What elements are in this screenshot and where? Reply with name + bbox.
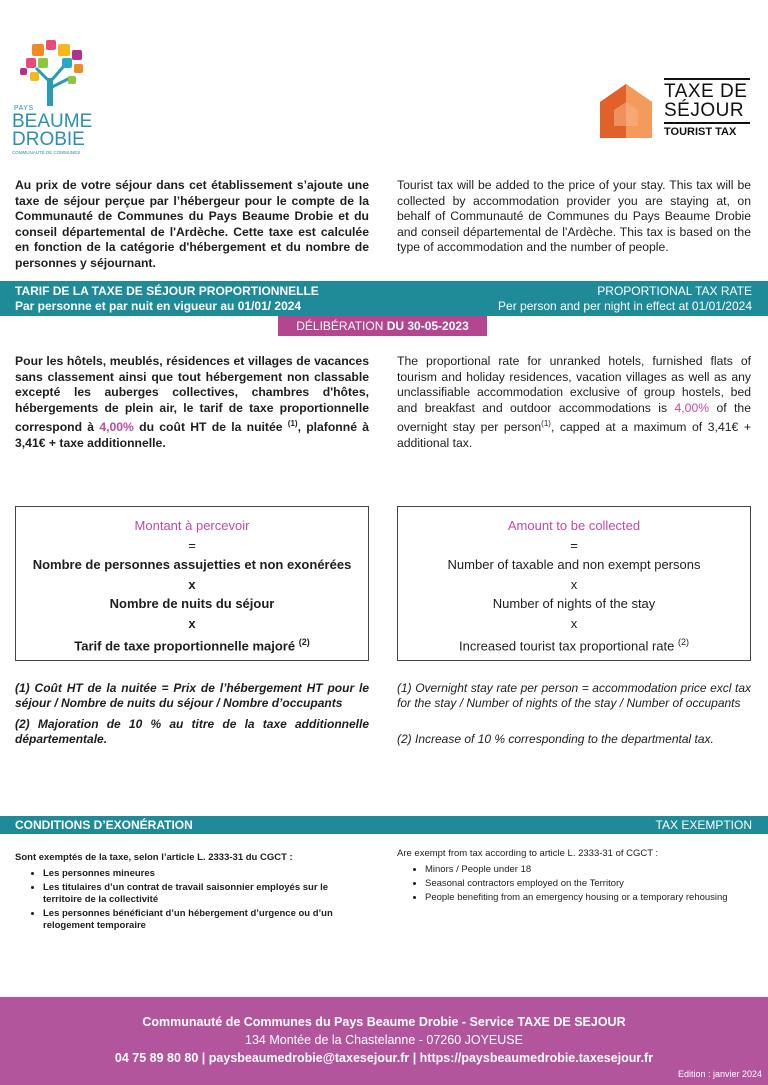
exemption-en-list <box>397 864 751 904</box>
formula-en-x1: x <box>570 576 578 592</box>
formula-en-l1: Number of taxable and non exempt persons <box>447 557 701 572</box>
formula-box-fr <box>15 506 369 661</box>
intro-fr: Au prix de votre séjour dans cet établissement s’ajoute une taxe de séjour perçue par l’hébergeur pour le compte de la Communauté de Communes du Pays Beaume Drobie et du conseil départemental de l'Ardèche. Cette taxe est calculée en fonction de la catégorie d'hébergement et du nombre de personnes y séjournant. <box>15 178 369 270</box>
formula-fr-sup: (2) <box>298 637 310 647</box>
rate-fr-sup: (1) <box>287 419 298 428</box>
rate-en-sup: (1) <box>541 419 551 428</box>
formula-en-l2: Number of nights of the stay <box>492 596 656 611</box>
tt-logo-line3: TOURIST TAX <box>664 126 737 138</box>
formula-en-sup: (2) <box>677 637 689 647</box>
exemption-bar-fr: CONDITIONS D’EXONÉRATION <box>15 818 193 832</box>
list-item: • Minors / People under 18 <box>425 864 751 876</box>
footer-line3: 04 75 89 80 80 | paysbeaumedrobie@taxesejour.fr | https://paysbeaumedrobie.taxesejour.fr <box>114 1051 654 1065</box>
formula-fr-x1: x <box>188 576 196 592</box>
deliberation-badge <box>278 316 487 336</box>
note-en-2: (2) Increase of 10 % corresponding to the departmental tax. <box>397 732 714 746</box>
exemption-fr-intro: Sont exemptés de la taxe, selon l’article L. 2333-31 du CGCT : <box>15 852 293 863</box>
tt-logo-line2: SÉJOUR <box>664 101 750 124</box>
rate-text-en-c: , capped at a maximum of 3,41€ + additional tax. <box>397 420 751 450</box>
logo-cc: COMMUNAUTÉ DE COMMUNES <box>12 150 81 155</box>
pays-beaume-drobie-logo <box>12 38 92 156</box>
note-fr-1: (1) Coût HT de la nuitée = Prix de l’hébergement HT pour le séjour / Nombre de nuits du séjour / Nombre d’occupants <box>15 681 369 710</box>
logo-drobie: DROBIE <box>12 129 85 150</box>
formula-fr-x2: x <box>188 615 196 631</box>
exemption-en <box>397 848 751 906</box>
formula-fr-l2: Nombre de nuits du séjour <box>109 596 275 611</box>
list-item: • Seasonal contractors employed on the Territory <box>425 878 751 890</box>
list-item: • People benefiting from an emergency housing or a temporary rehousing <box>425 892 751 904</box>
formula-fr-l3-row <box>16 633 368 656</box>
formula-en-x2: x <box>570 615 578 631</box>
formula-en-l3-row <box>398 633 750 656</box>
rate-en-value: 4,00% <box>674 400 710 415</box>
rate-text-fr-b: du coût HT de la nuitée <box>133 420 288 435</box>
rate-bar-en-title: PROPORTIONAL TAX RATE <box>597 284 752 298</box>
edition-label: Edition : janvier 2024 <box>677 1069 762 1079</box>
rate-bar <box>0 281 768 316</box>
exemption-en-intro: Are exempt from tax according to article L. 2333-31 of CGCT : <box>397 848 659 859</box>
exemption-fr <box>15 852 369 934</box>
list-item: • Les personnes bénéficiant d’un hébergement d’urgence ou d’un relogement temporaire <box>43 908 369 932</box>
rate-text-en-a: The proportional rate for unranked hotels, furnished flats of tourism and holiday residences, vacation villages as well as any unclassifiable accommodation exclusive of group hostels, bed and breakfast and outdoor accommodations is <box>397 354 751 415</box>
formula-box-en <box>397 506 751 661</box>
rate-bar-en-sub: Per person and per night in effect at 01/01/2024 <box>498 299 752 313</box>
taxe-de-sejour-logo <box>596 78 751 140</box>
formula-en-title: Amount to be collected <box>507 518 641 533</box>
intro-en: Tourist tax will be added to the price of your stay. This tax will be collected by accommodation provider you are staying at, on behalf of Communauté de Communes du Pays Beaume Drobie and conseil départemental de l'Ardèche. This tax is based on the type of accommodation and the number of people. <box>397 178 751 254</box>
formula-en-eq: = <box>570 537 578 553</box>
formula-en-l3: Increased tourist tax proportional rate <box>459 638 678 654</box>
exemption-bar <box>0 816 768 834</box>
formula-fr-l3: Tarif de taxe proportionnelle majoré <box>74 638 299 654</box>
note-en-1: (1) Overnight stay rate per person = accommodation price excl tax for the stay / Number of nights of the stay / Number of occupants <box>397 681 751 710</box>
deliberation-date: DU 30-05-2023 <box>386 319 469 333</box>
rate-text-en-b: of the overnight stay per person <box>397 400 751 435</box>
rate-text-fr <box>15 354 369 451</box>
footer-line2: 134 Montée de la Chastelanne - 07260 JOYEUSE <box>245 1033 523 1047</box>
footer-line1: Communauté de Communes du Pays Beaume Drobie - Service TAXE DE SEJOUR <box>142 1015 626 1029</box>
formula-fr-eq: = <box>188 537 196 553</box>
exemption-bar-en: TAX EXEMPTION <box>655 818 752 832</box>
logo-beaume: BEAUME <box>12 111 93 132</box>
rate-text-fr-a: Pour les hôtels, meublés, résidences et villages de vacances sans classement ainsi que tout hébergement non classable excepté les auberges collectives, chambres d'hôtes, hébergements de plein air, le tarif de taxe proportionnelle correspond à <box>15 354 369 435</box>
tt-logo-line1: TAXE DE <box>664 81 748 102</box>
logo-pays: PAYS <box>14 105 34 112</box>
list-item: • Les titulaires d’un contrat de travail saisonnier employés sur le territoire de la collectivité <box>43 882 369 906</box>
rate-bar-fr-title: TARIF DE LA TAXE DE SÉJOUR PROPORTIONNELLE <box>15 284 319 298</box>
house-icon <box>596 80 656 142</box>
exemption-fr-list <box>15 868 369 932</box>
rate-text-en <box>397 354 751 451</box>
footer <box>0 997 768 1085</box>
rate-text-fr-c: , plafonné à 3,41€ + taxe additionnelle. <box>15 420 370 450</box>
deliberation-label: DÉLIBÉRATION <box>296 319 387 333</box>
list-item: • Les personnes mineures <box>43 868 369 880</box>
tree-icon <box>12 38 92 108</box>
note-fr-2: (2) Majoration de 10 % au titre de la taxe additionnelle départementale. <box>15 717 369 746</box>
rate-fr-value: 4,00% <box>99 420 134 435</box>
formula-fr-title: Montant à percevoir <box>134 518 250 533</box>
rate-bar-fr-sub: Par personne et par nuit en vigueur au 01/01/ 2024 <box>15 299 302 313</box>
formula-fr-l1: Nombre de personnes assujetties et non exonérées <box>32 557 352 572</box>
